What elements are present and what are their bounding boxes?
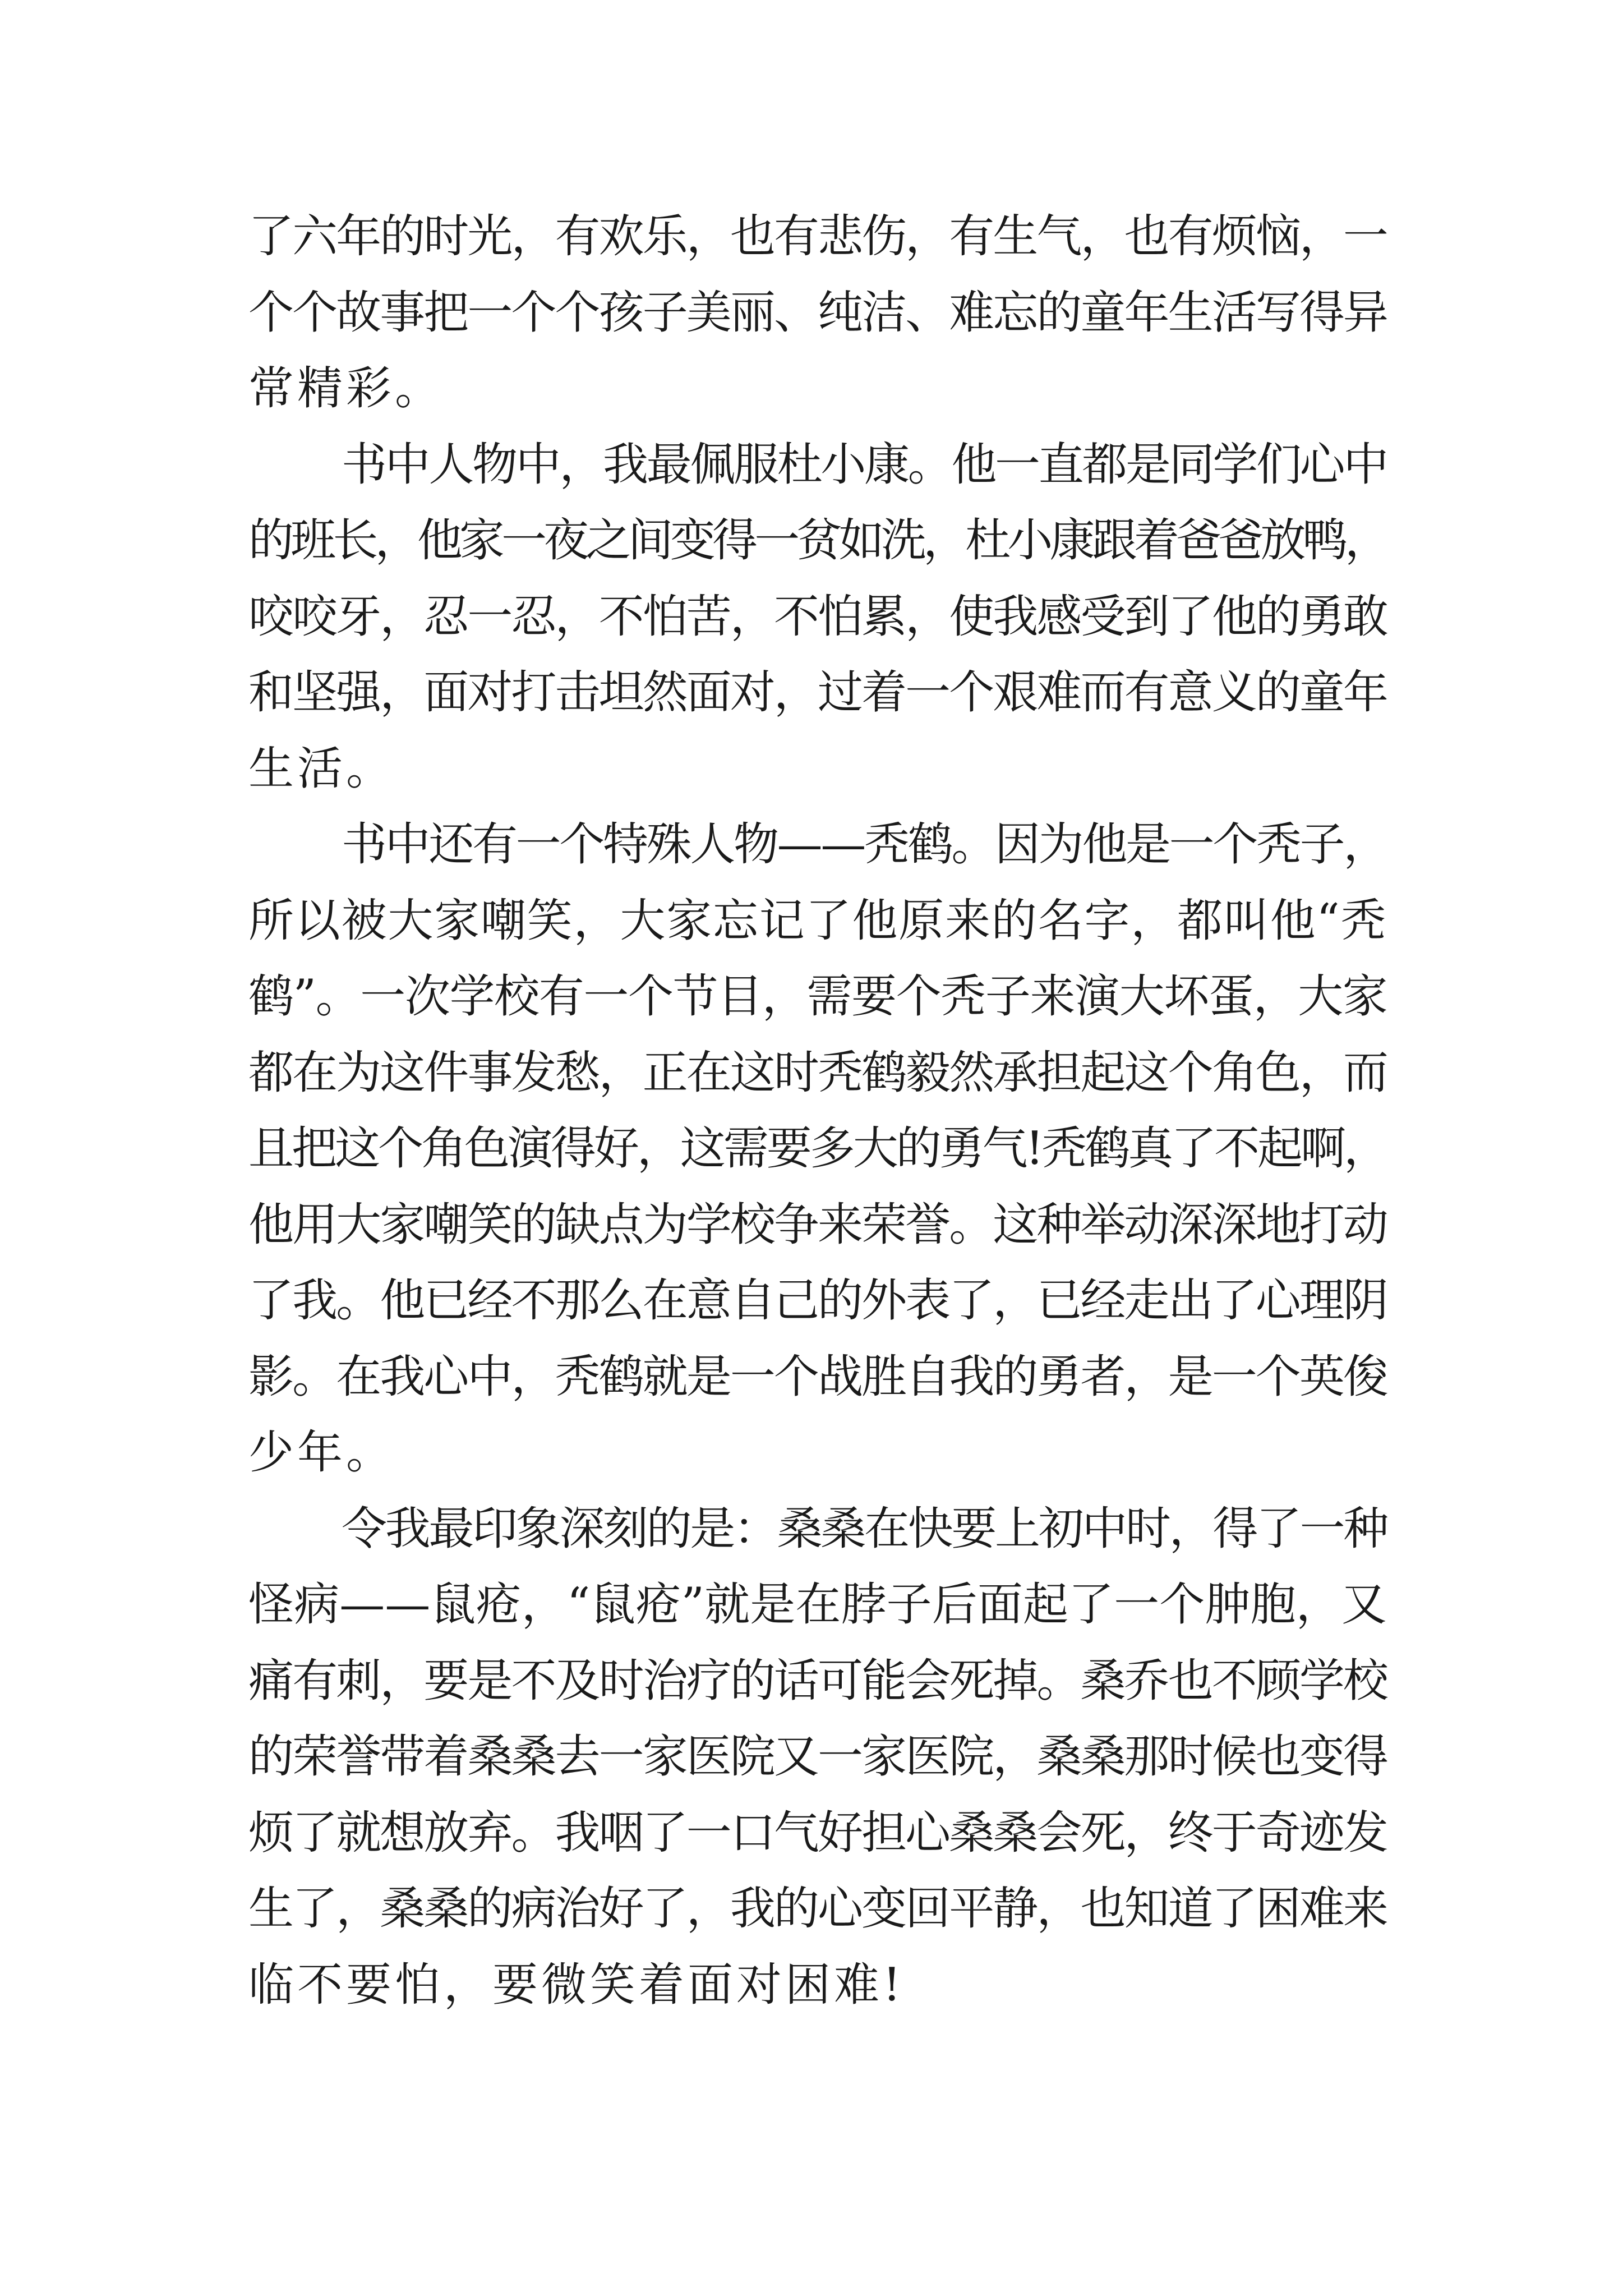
paragraph-du-xiaokang — [248, 427, 1387, 808]
document-body — [248, 199, 1387, 2023]
text-line: 个个故事把一个个孩子美丽、纯洁、难忘的童年生活写得异 — [248, 286, 1387, 339]
text-line: 了我。他已经不那么在意自己的外表了，已经走出了心理阴 — [248, 1274, 1387, 1327]
paragraph-sangsang — [248, 1492, 1387, 2024]
text-line: 书中还有一个特殊人物——秃鹤。因为他是一个秃子， — [342, 818, 1387, 871]
text-line: 都在为这件事发愁，正在这时秃鹤毅然承担起这个角色，而 — [248, 1046, 1387, 1099]
text-line: 的班长，他家一夜之间变得一贫如洗，杜小康跟着爸爸放鸭， — [248, 514, 1387, 567]
text-line: 烦了就想放弃。我咽了一口气好担心桑桑会死，终于奇迹发 — [248, 1806, 1387, 1860]
text-line: 所以被大家嘲笑，大家忘记了他原来的名字，都叫他“秃 — [248, 894, 1387, 947]
text-line: 鹤”。一次学校有一个节目，需要个秃子来演大坏蛋，大家 — [248, 970, 1387, 1023]
text-line: 令我最印象深刻的是：桑桑在快要上初中时，得了一种 — [342, 1502, 1387, 1556]
text-line: 他用大家嘲笑的缺点为学校争来荣誉。这种举动深深地打动 — [248, 1198, 1387, 1251]
text-line: 且把这个角色演得好，这需要多大的勇气!秃鹤真了不起啊， — [248, 1122, 1387, 1175]
text-line: 少年。 — [248, 1427, 395, 1479]
text-line: 影。在我心中，秃鹤就是一个战胜自我的勇者，是一个英俊 — [248, 1350, 1387, 1404]
paragraph-tuhe — [248, 807, 1387, 1492]
text-line: 痛有刺，要是不及时治疗的话可能会死掉。桑乔也不顾学校 — [248, 1654, 1387, 1708]
text-line: 生活。 — [248, 742, 395, 795]
text-line: 书中人物中，我最佩服杜小康。他一直都是同学们心中 — [342, 438, 1387, 491]
paragraph-intro — [248, 199, 1387, 427]
text-line: 和坚强，面对打击坦然面对，过着一个艰难而有意义的童年 — [248, 666, 1387, 719]
text-line: 常精彩。 — [248, 362, 444, 415]
text-line: 怪病——鼠疮，“鼠疮”就是在脖子后面起了一个肿胞，又 — [248, 1579, 1387, 1631]
text-line: 临不要怕，要微笑着面对困难! — [248, 1958, 905, 2012]
text-line: 了六年的时光，有欢乐，也有悲伤，有生气，也有烦恼，一 — [248, 210, 1387, 263]
text-line: 的荣誉带着桑桑去一家医院又一家医院，桑桑那时候也变得 — [248, 1731, 1387, 1783]
text-line: 咬咬牙，忍一忍，不怕苦，不怕累，使我感受到了他的勇敢 — [248, 590, 1387, 643]
text-line: 生了，桑桑的病治好了，我的心变回平静，也知道了困难来 — [248, 1883, 1387, 1935]
